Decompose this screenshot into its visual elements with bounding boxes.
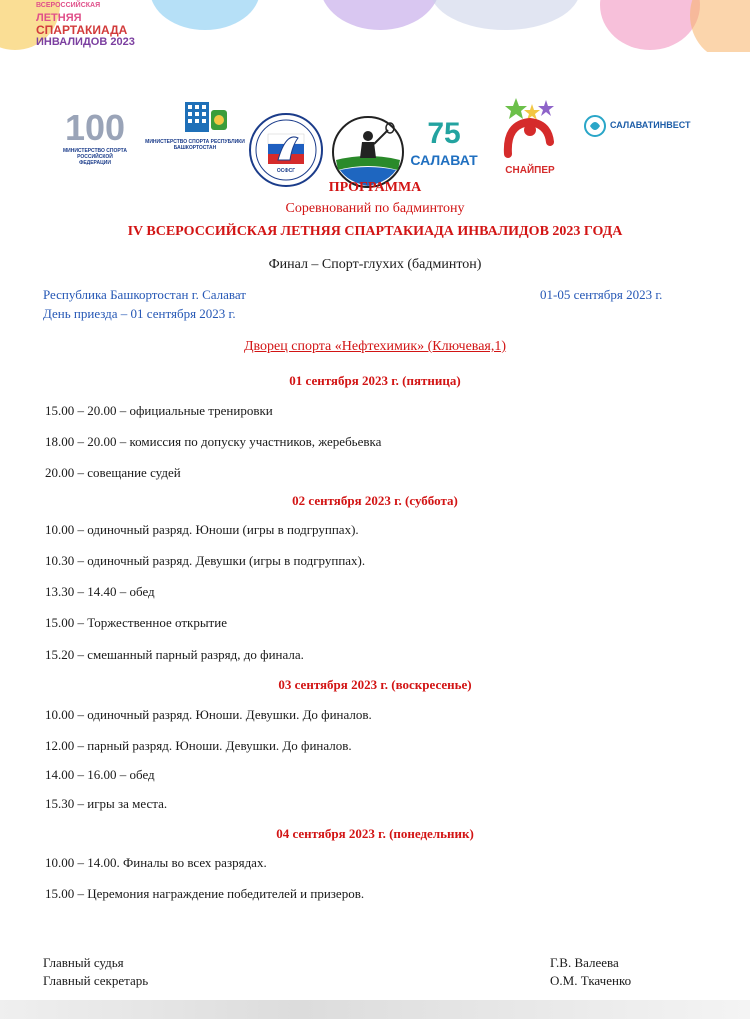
page-subtitle: Соревнований по бадминтону (285, 201, 465, 216)
minsport-rf-logo: 100 МИНИСТЕРСТВО СПОРТА РОССИЙСКОЙ ФЕДЕРАЦИИ (62, 107, 128, 166)
star-runner-icon (488, 94, 572, 160)
salavatinvest-logo: САЛАВАТИНВЕСТ (584, 114, 724, 144)
schedule-item: 10.00 – одиночный разряд. Юноши. Девушки. До финалов. (45, 707, 372, 722)
federation-emblem-icon (248, 112, 324, 188)
stage-name: Финал – Спорт-глухих (бадминтон) (268, 257, 482, 272)
day-heading: 01 сентября 2023 г. (пятница) (289, 373, 461, 388)
schedule-item: 15.30 – игры за места. (45, 796, 168, 811)
decor-swirl (320, 0, 440, 30)
day-heading: 04 сентября 2023 г. (понедельник) (276, 826, 474, 841)
schedule-item: 10.00 – одиночный разряд. Юноши (игры в подгруппах). (45, 522, 359, 537)
salavatinvest-emblem-icon (584, 114, 606, 138)
salavat-75-logo: 75 САЛАВАТ (410, 117, 478, 168)
schedule-item: 15.00 – Церемония награждение победителей и призеров. (45, 886, 365, 901)
decor-swirl (150, 0, 260, 30)
schedule-item: 15.20 – смешанный парный разряд, до финала. (45, 647, 304, 662)
sniper-logo: СНАЙПЕР (488, 94, 572, 178)
secretary-role: Главный секретарь (43, 973, 149, 988)
deaf-federation-logo: ОСФСГ (248, 112, 324, 188)
schedule-item: 15.00 – 20.00 – официальные тренировки (45, 403, 273, 418)
day-heading: 02 сентября 2023 г. (суббота) (292, 493, 458, 508)
event-name: IV ВСЕРОССИЙСКАЯ ЛЕТНЯЯ СПАРТАКИАДА ИНВАЛИДОВ 2023 ГОДА (127, 224, 623, 239)
arrival-date: День приезда – 01 сентября 2023 г. (43, 306, 236, 321)
page-title: ПРОГРАММА (328, 180, 422, 195)
minsport-rb-logo: МИНИСТЕРСТВО СПОРТА РЕСПУБЛИКИ БАШКОРТОСТАН (145, 100, 245, 150)
building-icon (145, 100, 245, 134)
judge-role: Главный судья (43, 955, 124, 970)
footer-band (0, 1000, 750, 1019)
schedule-item: 13.30 – 14.40 – обед (45, 584, 155, 599)
schedule-item: 18.00 – 20.00 – комиссия по допуску участников, жеребьевка (45, 434, 382, 449)
badminton-emblem-logo (332, 116, 404, 188)
event-dates: 01-05 сентября 2023 г. (540, 287, 663, 302)
judge-name: Г.В. Валеева (550, 955, 619, 970)
badminton-player-icon (332, 116, 404, 188)
secretary-name: О.М. Ткаченко (550, 973, 632, 988)
schedule-item: 20.00 – совещание судей (45, 465, 181, 480)
schedule-item: 15.00 – Торжественное открытие (45, 615, 227, 630)
day-heading: 03 сентября 2023 г. (воскресенье) (278, 677, 472, 692)
schedule-item: 10.00 – 14.00. Финалы во всех разрядах. (45, 855, 267, 870)
schedule-item: 14.00 – 16.00 – обед (45, 767, 155, 782)
decor-swirl (430, 0, 580, 30)
header-banner (0, 0, 750, 52)
venue: Дворец спорта «Нефтехимик» (Ключевая,1) (243, 339, 507, 354)
event-brand-logo: ВСЕРОССИЙСКАЯ ЛЕТНЯЯ СПАРТАКИАДА ИНВАЛИДОВ 2023 (36, 2, 135, 48)
decor-swirl (690, 0, 750, 52)
schedule-item: 12.00 – парный разряд. Юноши. Девушки. До финалов. (45, 738, 352, 753)
location: Республика Башкортостан г. Салават (43, 287, 246, 302)
decor-swirl (600, 0, 700, 50)
schedule-item: 10.30 – одиночный разряд. Девушки (игры в подгруппах). (45, 553, 366, 568)
